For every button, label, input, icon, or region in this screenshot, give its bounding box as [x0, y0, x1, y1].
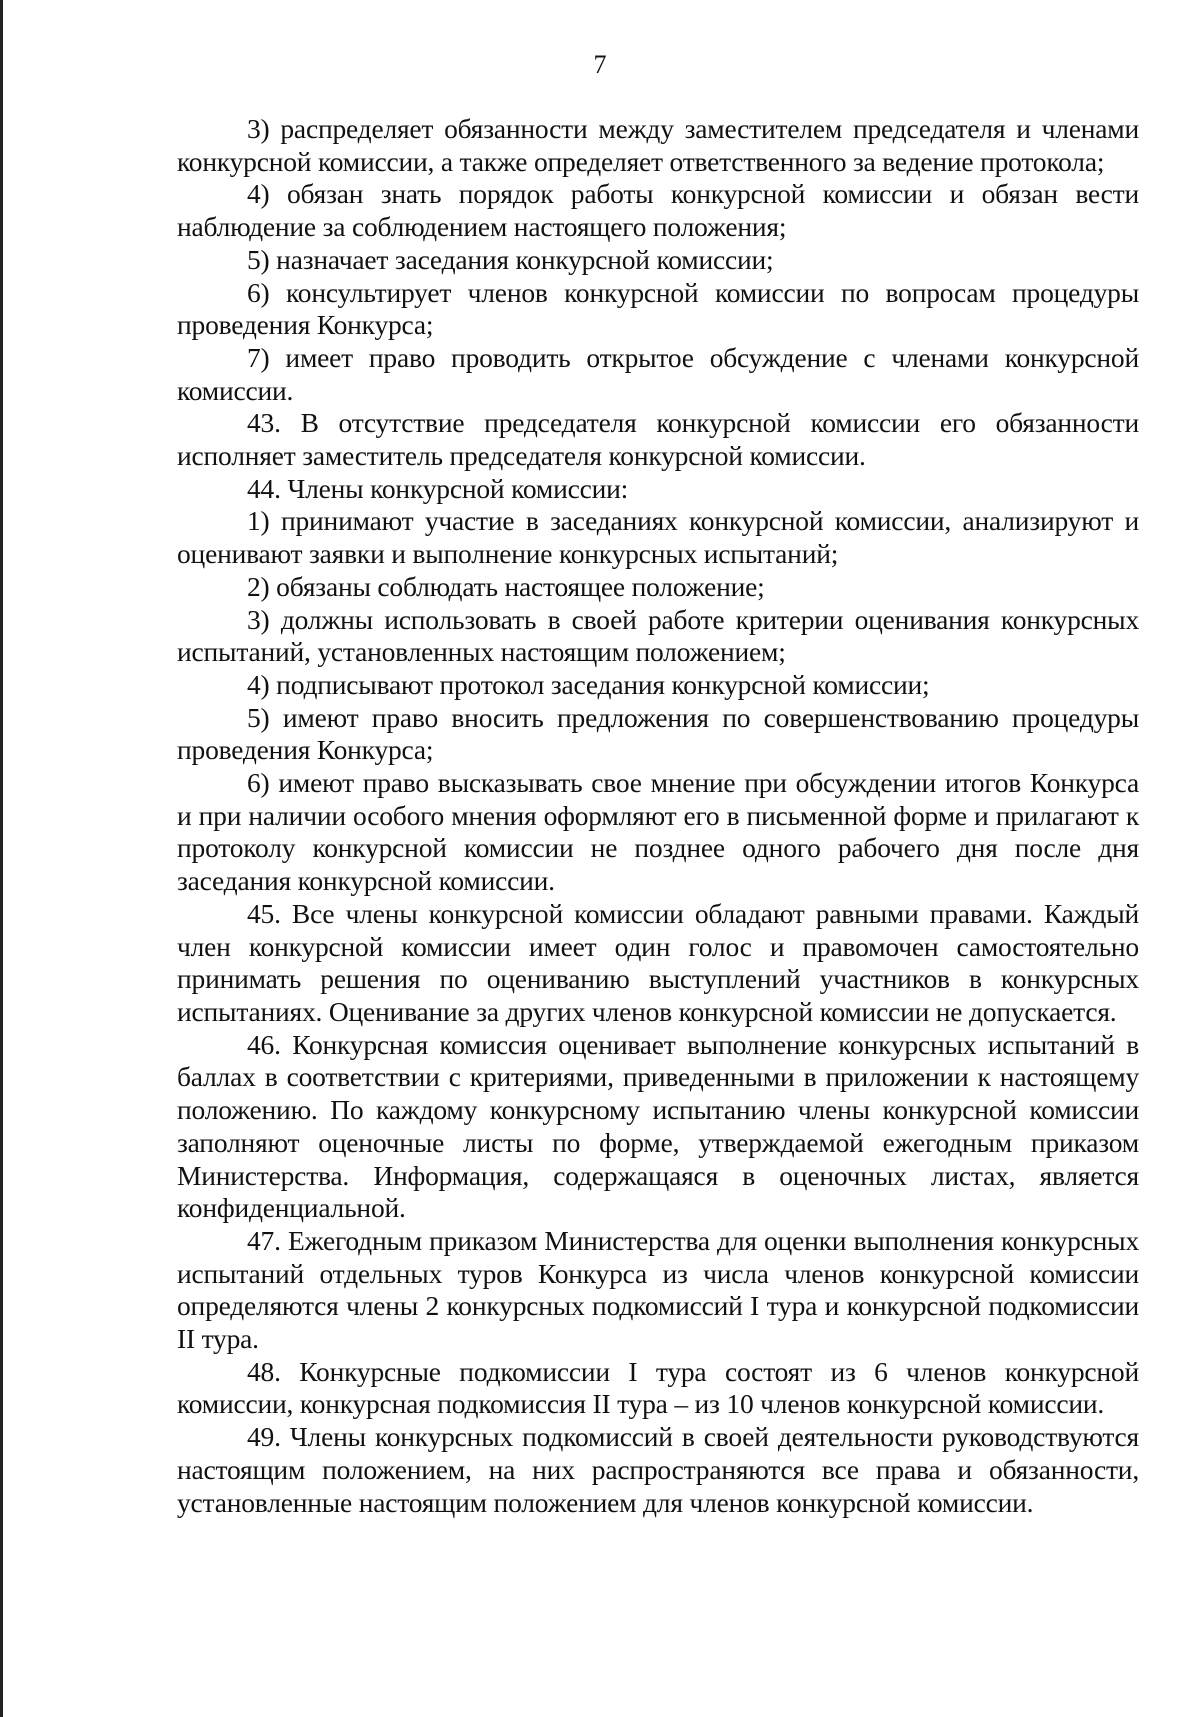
paragraph-item-3-duties-distribution: 3) распределяет обязанности между заместителем председателя и членами конкурсной комиссии, а также определяет ответственного за ведение протокола;	[177, 113, 1139, 177]
paragraph-members-item-5: 5) имеют право вносить предложения по совершенствованию процедуры проведения Конкурса;	[177, 701, 1139, 766]
document-body	[177, 113, 1139, 1519]
paragraph-item-6-consults-members: 6) консультирует членов конкурсной комиссии по вопросам процедуры проведения Конкурса;	[177, 276, 1139, 341]
paragraph-members-item-2: 2) обязаны соблюдать настоящее положение;	[247, 570, 765, 602]
paragraph-section-46: 46. Конкурсная комиссия оценивает выполнение конкурсных испытаний в баллах в соответствии с критериями, приведенными в приложении к настоящему положению. По каждому конкурсному испытанию члены конкурсной комиссии заполняют оценочные листы по форме, утверждаемой ежегодным приказом Министерства. Информация, содержащаяся в оценочных листах, является конфиденциальной.	[177, 1028, 1139, 1224]
paragraph-members-item-1: 1) принимают участие в заседаниях конкурсной комиссии, анализируют и оценивают заявки и выполнение конкурсных испытаний;	[177, 505, 1139, 570]
page-number: 7	[593, 50, 607, 79]
paragraph-section-47: 47. Ежегодным приказом Министерства для оценки выполнения конкурсных испытаний отдельных туров Конкурса из числа членов конкурсной комиссии определяются члены 2 конкурсных подкомиссий I тура и конкурсной подкомиссии II тура.	[177, 1224, 1139, 1355]
paragraph-item-4-procedure-knowledge: 4) обязан знать порядок работы конкурсной комиссии и обязан вести наблюдение за соблюдением настоящего положения;	[177, 178, 1139, 243]
paragraph-section-44: 44. Члены конкурсной комиссии:	[247, 472, 629, 504]
scan-edge-line	[0, 0, 3, 1717]
paragraph-members-item-4: 4) подписывают протокол заседания конкурсной комиссии;	[247, 668, 930, 700]
paragraph-members-item-3: 3) должны использовать в своей работе критерии оценивания конкурсных испытаний, установленных настоящим положением;	[177, 603, 1139, 668]
paragraph-section-49: 49. Члены конкурсных подкомиссий в своей деятельности руководствуются настоящим положением, на них распространяются все права и обязанности, установленные настоящим положением для членов конкурсной комиссии.	[177, 1421, 1139, 1518]
paragraph-section-43: 43. В отсутствие председателя конкурсной комиссии его обязанности исполняет заместитель председателя конкурсной комиссии.	[177, 407, 1139, 472]
paragraph-item-7-open-discussion: 7) имеет право проводить открытое обсуждение с членами конкурсной комиссии.	[177, 341, 1139, 406]
paragraph-section-48: 48. Конкурсные подкомиссии I тура состоят из 6 членов конкурсной комиссии, конкурсная подкомиссия II тура – из 10 членов конкурсной комиссии.	[177, 1355, 1139, 1420]
paragraph-section-45: 45. Все члены конкурсной комиссии обладают равными правами. Каждый член конкурсной комиссии имеет один голос и правомочен самостоятельно принимать решения по оцениванию выступлений участников в конкурсных испытаниях. Оценивание за других членов конкурсной комиссии не допускается.	[177, 897, 1139, 1027]
paragraph-item-5-schedules-meetings: 5) назначает заседания конкурсной комиссии;	[247, 243, 774, 275]
paragraph-members-item-6: 6) имеют право высказывать свое мнение при обсуждении итогов Конкурса и при наличии особого мнения оформляют его в письменной форме и прилагают к протоколу конкурсной комиссии не позднее одного рабочего дня после дня заседания конкурсной комиссии.	[177, 767, 1139, 897]
